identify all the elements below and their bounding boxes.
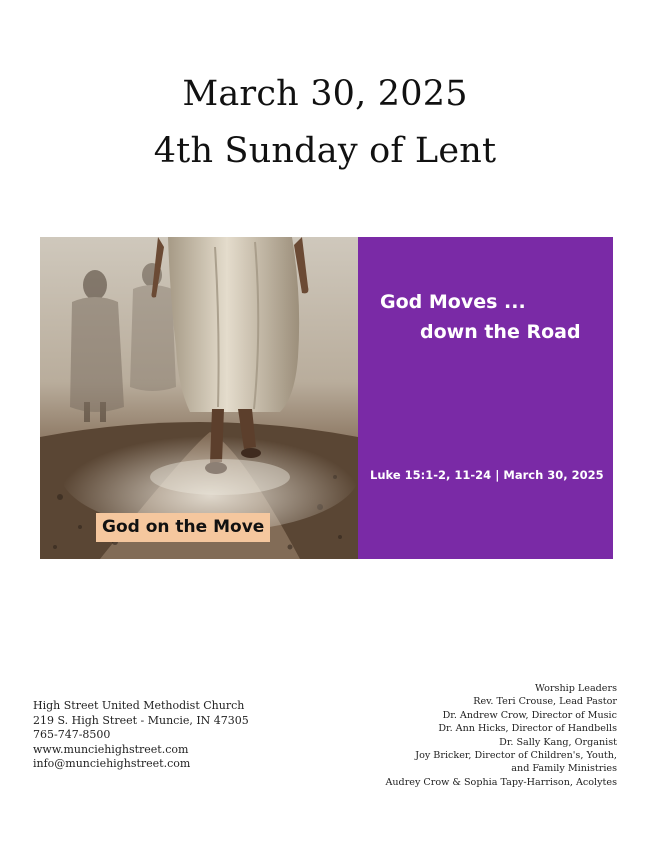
scripture-reference: Luke 15:1-2, 11-24 | March 30, 2025 — [370, 468, 604, 482]
series-title-badge: God on the Move — [96, 513, 270, 542]
church-website: www.munciehighstreet.com — [33, 742, 189, 756]
liturgical-occasion: 4th Sunday of Lent — [153, 131, 497, 171]
church-address: 219 S. High Street - Muncie, IN 47305 — [33, 713, 249, 727]
worship-leader-line: Dr. Ann Hicks, Director of Handbells — [438, 723, 617, 735]
sermon-title — [380, 287, 581, 347]
worship-leader-line: Joy Bricker, Director of Children's, Youth, — [415, 750, 617, 762]
worship-leader-line: and Family Ministries — [511, 763, 617, 775]
church-name: High Street United Methodist Church — [33, 699, 245, 712]
service-date: March 30, 2025 — [182, 74, 468, 114]
worship-leaders-heading: Worship Leaders — [534, 683, 617, 694]
church-contact-block — [33, 699, 249, 772]
sermon-title-line-1: God Moves ... — [380, 291, 526, 313]
worship-leader-line: Dr. Sally Kang, Organist — [499, 736, 617, 748]
worship-leader-line: Audrey Crow & Sophia Tapy-Harrison, Acolytes — [385, 776, 617, 788]
worship-leader-line: Rev. Teri Crouse, Lead Pastor — [473, 696, 617, 708]
walking-figures-photo — [40, 237, 358, 559]
worship-leaders-block — [385, 682, 617, 789]
sermon-title-line-2: down the Road — [420, 321, 581, 343]
church-email: info@munciehighstreet.com — [33, 757, 191, 771]
worship-leader-line: Dr. Andrew Crow, Director of Music — [442, 709, 617, 721]
church-phone: 765-747-8500 — [33, 728, 111, 742]
sermon-title-panel — [358, 237, 613, 559]
sermon-banner — [40, 237, 613, 559]
